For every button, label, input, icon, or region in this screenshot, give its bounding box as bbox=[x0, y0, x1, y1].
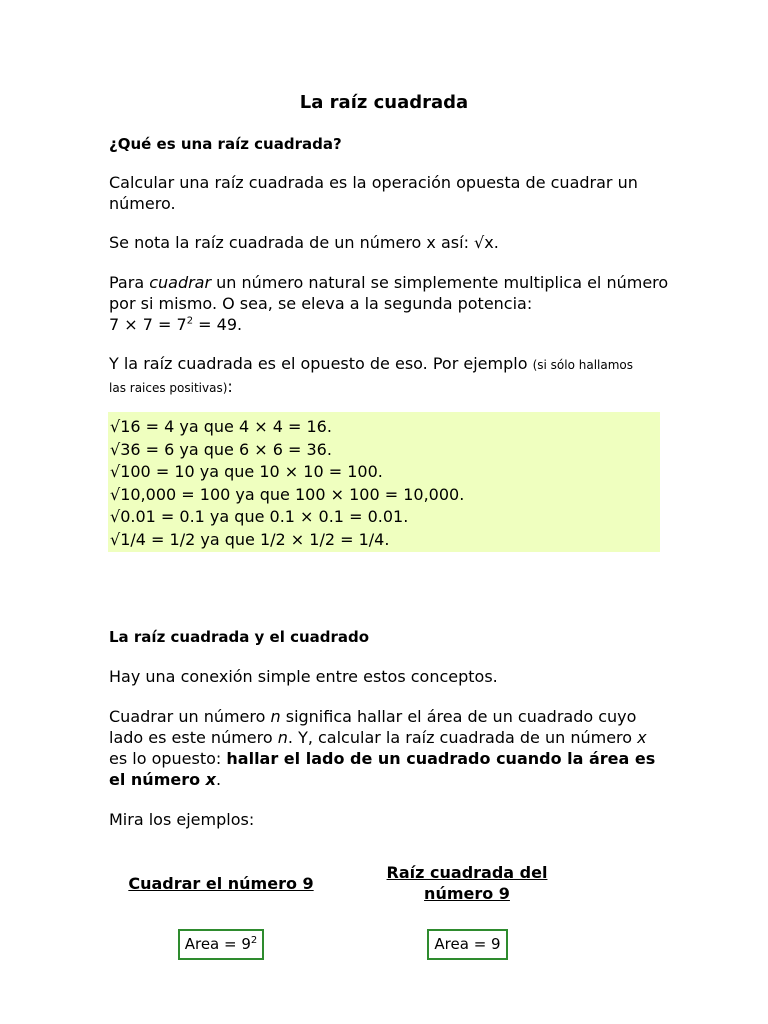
paragraph-notation: Se nota la raíz cuadrada de un número x así: √x. bbox=[109, 233, 499, 252]
paragraph-see-examples: Mira los ejemplos: bbox=[109, 810, 255, 829]
area-var-x: x bbox=[637, 728, 647, 747]
squaring-text-end: un número natural se simplemente multiplica el número por si mismo. O sea, se eleva a la segunda potencia: bbox=[109, 273, 669, 313]
area-text-b: significa hallar el área de un cuadrado cuyo lado es este número bbox=[109, 707, 637, 747]
area-var-x: x bbox=[205, 770, 216, 789]
squaring-emphasis: cuadrar bbox=[149, 273, 212, 292]
section-heading-square: La raíz cuadrada y el cuadrado bbox=[109, 628, 370, 646]
paragraph-squaring bbox=[109, 272, 669, 335]
opposite-text: Y la raíz cuadrada es el opuesto de eso. Por ejemplo bbox=[109, 354, 528, 373]
area-box-square-text: Area = 9 bbox=[184, 935, 251, 953]
paragraph-definition: Calcular una raíz cuadrada es la operación opuesta de cuadrar un número. bbox=[109, 173, 638, 213]
area-var-n: n bbox=[277, 728, 288, 747]
opposite-note: (si sólo hallamos las raices positivas) bbox=[109, 358, 634, 395]
paragraph-opposite bbox=[109, 353, 649, 399]
squaring-equation-end: = 49. bbox=[193, 315, 243, 334]
area-box-square bbox=[178, 929, 264, 960]
examples-highlight-box bbox=[108, 412, 660, 552]
area-text-c: . Y, calcular la raíz cuadrada de un número bbox=[287, 728, 638, 747]
area-box-exponent: 2 bbox=[250, 935, 258, 946]
squaring-text-start: Para bbox=[109, 273, 150, 292]
column-title-root: Raíz cuadrada del número 9 bbox=[386, 863, 548, 903]
squaring-exponent: 2 bbox=[186, 315, 194, 327]
area-text-d: es lo opuesto: bbox=[109, 749, 227, 768]
example-line: √0.01 = 0.1 ya que 0.1 × 0.1 = 0.01. bbox=[110, 507, 409, 527]
example-line: √16 = 4 ya que 4 × 4 = 16. bbox=[110, 417, 332, 436]
column-title-square: Cuadrar el número 9 bbox=[128, 874, 314, 893]
page-title: La raíz cuadrada bbox=[299, 92, 469, 113]
example-line: √10,000 = 100 ya que 100 × 100 = 10,000. bbox=[110, 484, 465, 504]
squaring-equation-start: 7 × 7 = 7 bbox=[109, 315, 187, 334]
example-line: √1/4 = 1/2 ya que 1/2 × 1/2 = 1/4. bbox=[110, 529, 390, 549]
area-text-end: . bbox=[216, 770, 222, 789]
example-line: √100 = 10 ya que 10 × 10 = 100. bbox=[110, 462, 383, 482]
paragraph-area bbox=[109, 706, 664, 790]
opposite-colon: : bbox=[227, 377, 233, 396]
area-bold-text: hallar el lado de un cuadrado cuando la área es el número bbox=[109, 749, 656, 789]
example-line: √36 = 6 ya que 6 × 6 = 36. bbox=[110, 439, 332, 459]
section-heading-what-is: ¿Qué es una raíz cuadrada? bbox=[109, 135, 342, 153]
area-box-root: Area = 9 bbox=[427, 929, 508, 960]
area-var-n: n bbox=[270, 707, 281, 726]
paragraph-connection: Hay una conexión simple entre estos conceptos. bbox=[109, 667, 498, 686]
area-text-a: Cuadrar un número bbox=[109, 707, 271, 726]
